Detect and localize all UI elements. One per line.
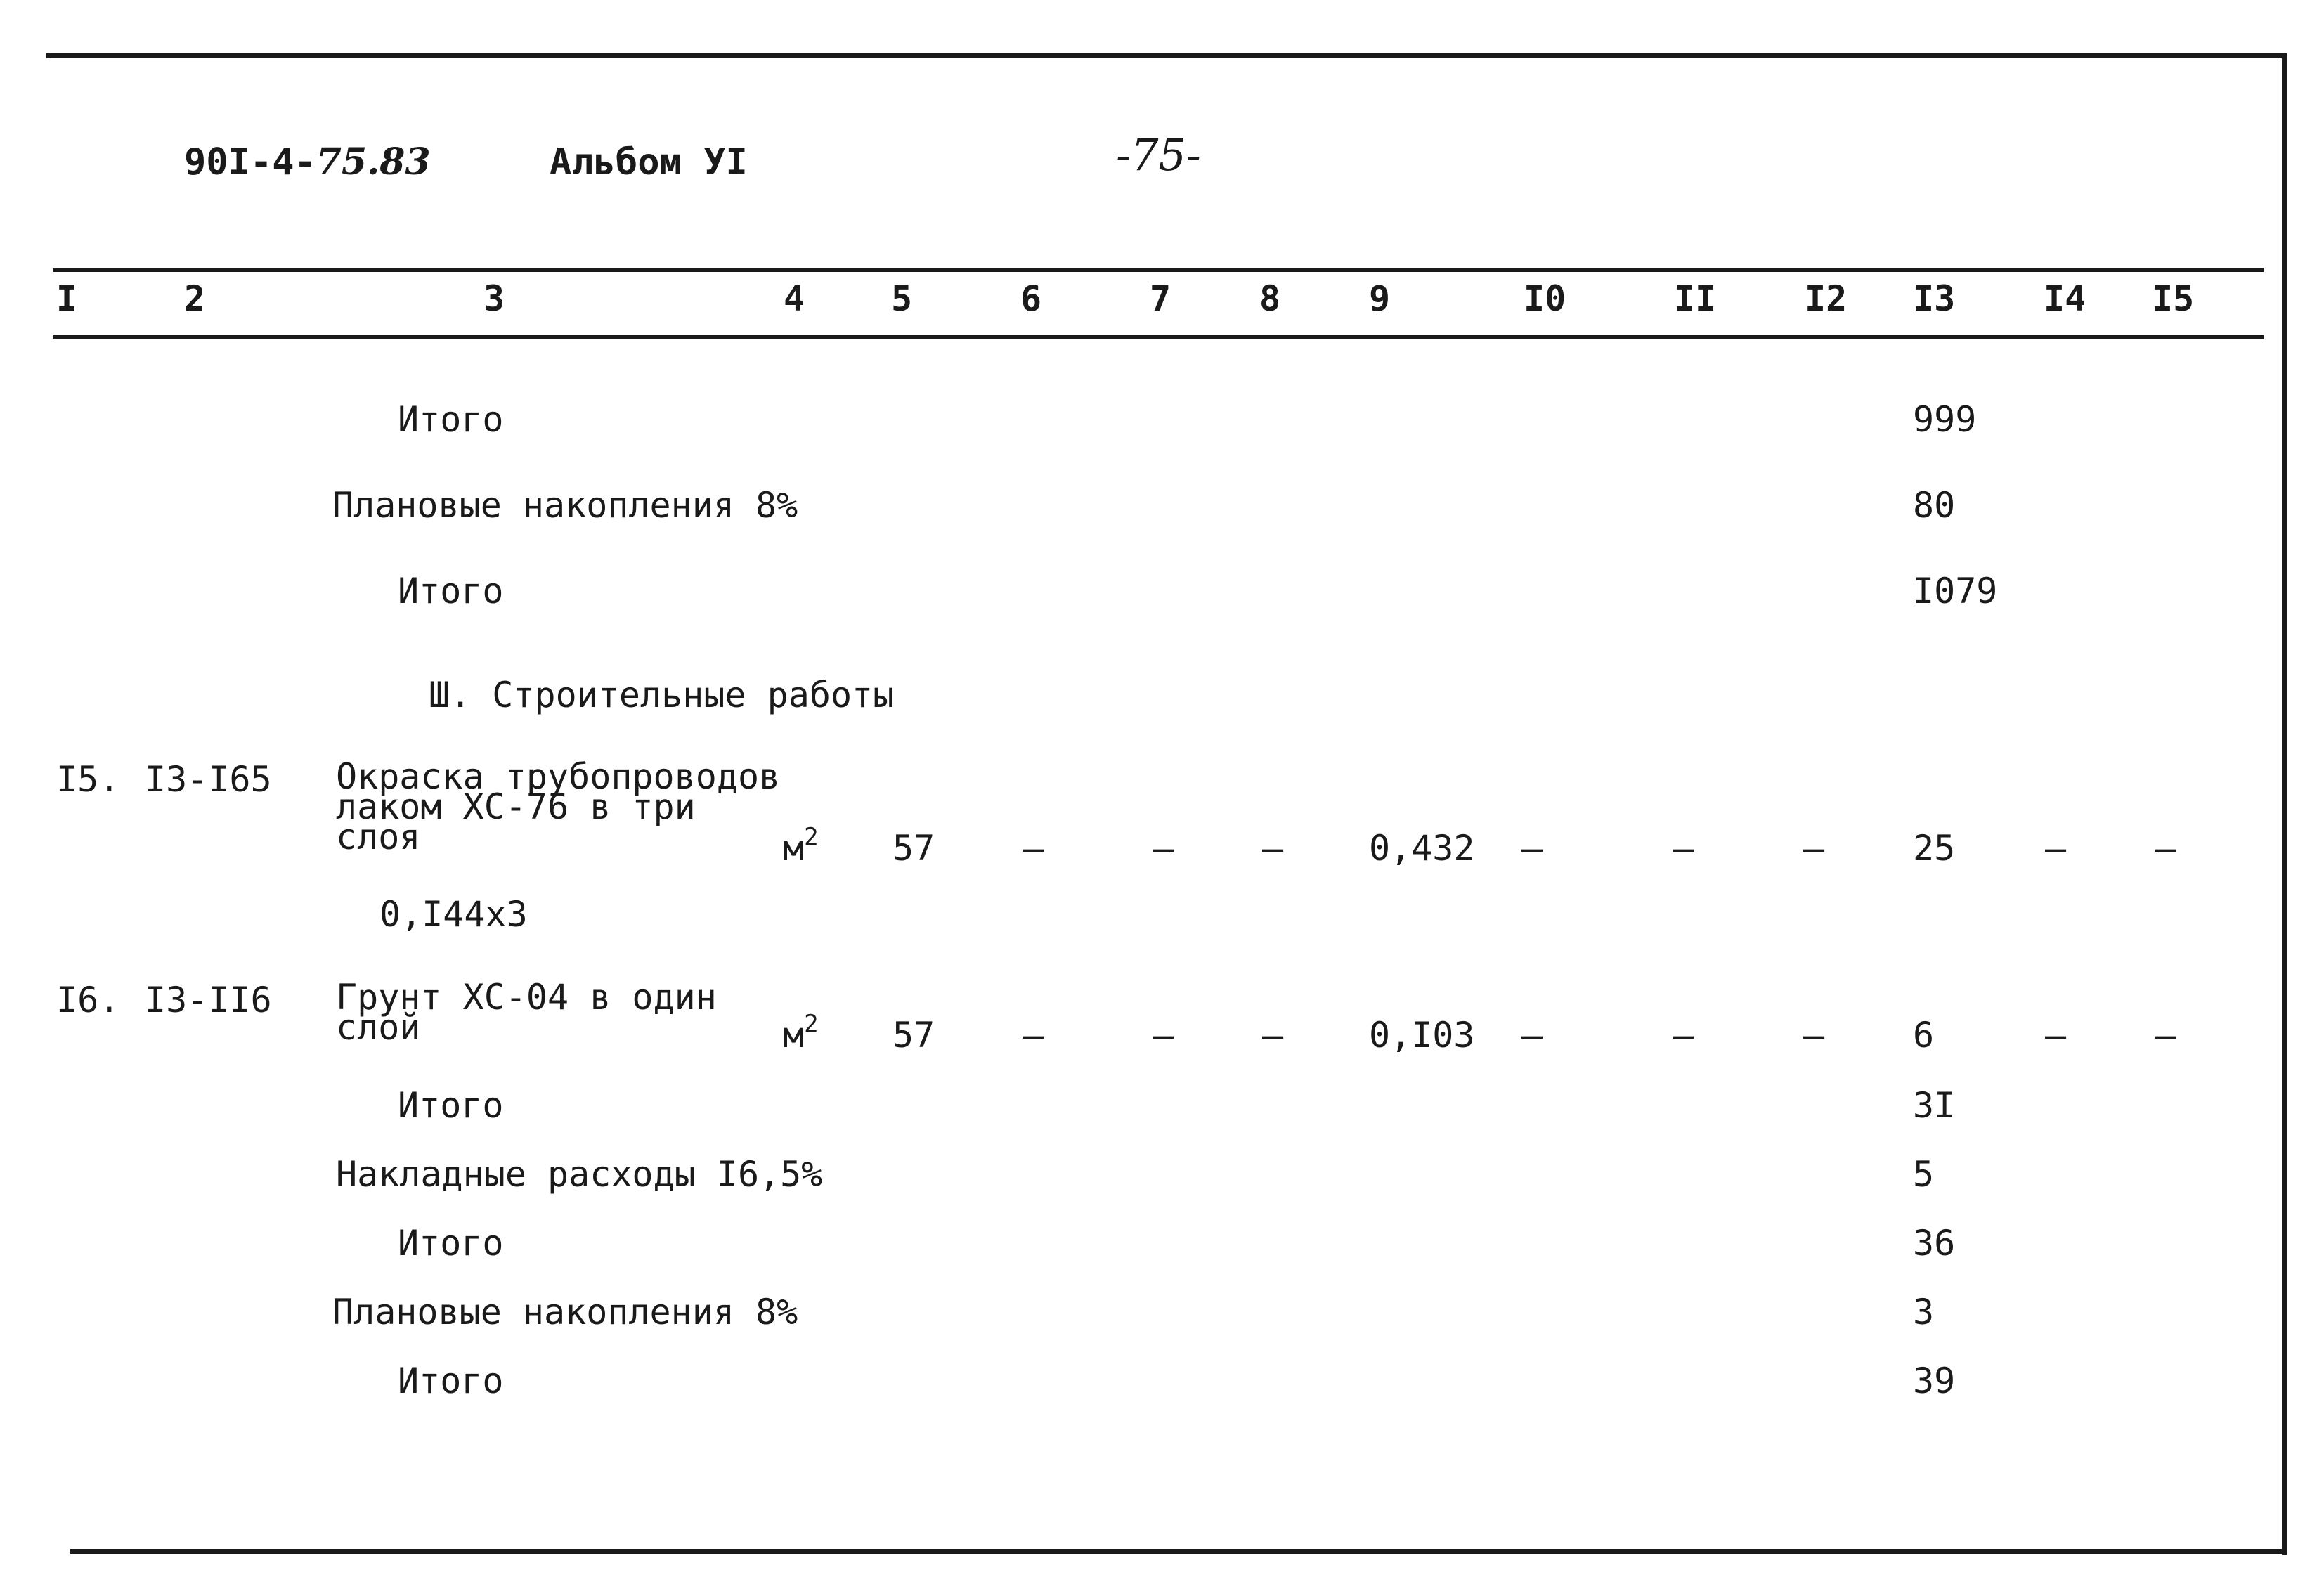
item-code: I3-II6: [145, 980, 272, 1020]
column-number: 3: [483, 278, 505, 319]
item-cost: 6: [1913, 1015, 1935, 1056]
column-number: II: [1674, 278, 1717, 319]
column-number: I0: [1524, 278, 1566, 319]
summary-value: 3I: [1913, 1085, 1956, 1126]
item-dash: –: [2045, 1015, 2067, 1056]
item-code: I3-I65: [145, 759, 272, 800]
summary-value: 5: [1913, 1154, 1935, 1195]
item-rate: 0,I03: [1369, 1015, 1475, 1056]
column-number: I2: [1805, 278, 1848, 319]
album-label: Альбом УI: [550, 141, 748, 183]
item-dash: –: [1023, 1015, 1044, 1056]
total-label: Итого: [398, 399, 504, 440]
top-border: [46, 53, 2287, 58]
item-description: Окраска трубопроводов лаком ХС-76 в три слоя: [336, 756, 781, 857]
total-value: 999: [1913, 399, 1977, 440]
column-number: 8: [1259, 278, 1281, 319]
section-title: Ш. Строительные работы: [429, 675, 895, 715]
column-number: I: [56, 278, 78, 319]
document-code-suffix: 75.83: [316, 141, 431, 183]
item-description: Грунт ХС-04 в один слой: [336, 977, 717, 1048]
item-unit: [783, 1010, 819, 1056]
item-dash: –: [1803, 1015, 1825, 1056]
total-label: Итого: [398, 571, 504, 611]
item-dash: –: [1262, 1015, 1284, 1056]
summary-value: 3: [1913, 1292, 1935, 1332]
planned-savings-value: 80: [1913, 485, 1956, 526]
column-number: 5: [891, 278, 913, 319]
summary-label: Плановые накопления 8%: [332, 1292, 798, 1332]
summary-label: Итого: [398, 1223, 504, 1264]
item-quantity: 57: [892, 828, 935, 869]
summary-value: 36: [1913, 1223, 1956, 1264]
header-rule-top: [53, 268, 2264, 272]
document-code-prefix: 90I-4-: [184, 141, 316, 183]
unit-superscript: 2: [804, 1010, 819, 1038]
item-dash: –: [1153, 1015, 1174, 1056]
column-number: I4: [2044, 278, 2086, 319]
column-number: 2: [184, 278, 206, 319]
item-number: I6.: [56, 980, 120, 1020]
column-number: I3: [1913, 278, 1956, 319]
planned-savings-label: Плановые накопления 8%: [332, 485, 798, 526]
item-dash: –: [1153, 828, 1174, 869]
item-dash: –: [1803, 828, 1825, 869]
summary-label: Итого: [398, 1085, 504, 1126]
document-code: [184, 141, 431, 183]
item-dash: –: [2155, 1015, 2176, 1056]
summary-value: 39: [1913, 1361, 1956, 1401]
item-dash: –: [1521, 1015, 1543, 1056]
item-cost: 25: [1913, 828, 1956, 869]
unit-text: м: [783, 828, 805, 869]
item-dash: –: [1673, 828, 1694, 869]
total-value: I079: [1913, 571, 1998, 611]
item-unit: [783, 823, 819, 869]
item-dash: –: [2045, 828, 2067, 869]
column-number: 6: [1020, 278, 1042, 319]
item-dash: –: [1023, 828, 1044, 869]
item-dash: –: [1262, 828, 1284, 869]
item-dash: –: [2155, 828, 2176, 869]
header-rule-bottom: [53, 335, 2264, 339]
summary-label: Итого: [398, 1361, 504, 1401]
page-number: -75-: [1116, 129, 1201, 181]
item-number: I5.: [56, 759, 120, 800]
item-rate: 0,432: [1369, 828, 1475, 869]
column-number: I5: [2152, 278, 2195, 319]
item-note: 0,I44х3: [379, 894, 528, 935]
unit-text: м: [783, 1015, 805, 1056]
column-number: 7: [1150, 278, 1171, 319]
bottom-border: [70, 1549, 2287, 1554]
item-dash: –: [1673, 1015, 1694, 1056]
summary-label: Накладные расходы I6,5%: [336, 1154, 823, 1195]
item-dash: –: [1521, 828, 1543, 869]
right-border: [2282, 53, 2287, 1555]
column-number: 4: [784, 278, 805, 319]
unit-superscript: 2: [804, 823, 819, 851]
item-quantity: 57: [892, 1015, 935, 1056]
column-number: 9: [1369, 278, 1391, 319]
